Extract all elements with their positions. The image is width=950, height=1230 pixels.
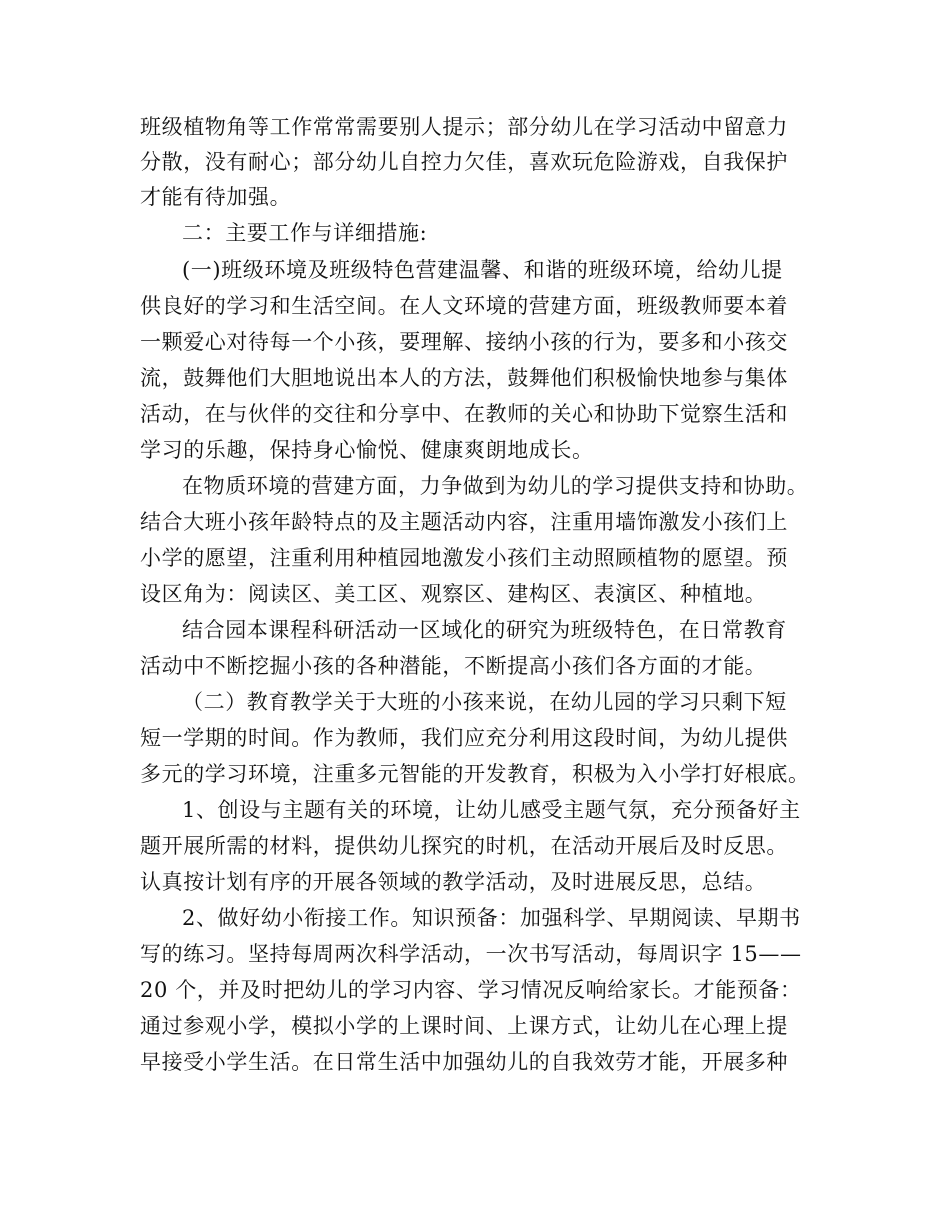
text-line: 班级植物角等工作常常需要别人提示；部分幼儿在学习活动中留意力	[140, 115, 788, 139]
text-line: （二）教育教学关于大班的小孩来说，在幼儿园的学习只剩下短	[182, 690, 787, 714]
text-line: 结合园本课程科研活动一区域化的研究为班级特色，在日常教育	[182, 618, 787, 642]
text-line: 20 个，并及时把幼儿的学习内容、学习情况反响给家长。才能预备：	[140, 978, 802, 1002]
text-line: 学习的乐趣，保持身心愉悦、健康爽朗地成长。	[140, 438, 594, 462]
text-line: 2、做好幼小衔接工作。知识预备：加强科学、早期阅读、早期书	[182, 906, 801, 930]
text-line: 在物质环境的营建方面，力争做到为幼儿的学习提供支持和协助。	[182, 474, 809, 498]
text-line: 早接受小学生活。在日常生活中加强幼儿的自我效劳才能，开展多种	[140, 1050, 788, 1074]
text-line: 结合大班小孩年龄特点的及主题活动内容，注重用墙饰激发小孩们上	[140, 510, 788, 534]
section-heading: 二：主要工作与详细措施:	[182, 221, 428, 245]
text-line: 流，鼓舞他们大胆地说出本人的方法，鼓舞他们积极愉快地参与集体	[140, 366, 788, 390]
text-line: (一)班级环境及班级特色营建温馨、和谐的班级环境，给幼儿提	[182, 258, 783, 282]
text-line: 1、创设与主题有关的环境，让幼儿感受主题气氛，充分预备好主	[182, 798, 801, 822]
text-line: 认真按计划有序的开展各领域的教学活动，及时进展反思，总结。	[140, 870, 767, 894]
text-line: 多元的学习环境，注重多元智能的开发教育，积极为入小学打好根底。	[140, 762, 810, 786]
text-line: 分散，没有耐心；部分幼儿自控力欠佳，喜欢玩危险游戏，自我保护	[140, 150, 788, 174]
text-line: 活动，在与伙伴的交往和分享中、在教师的关心和协助下觉察生活和	[140, 402, 788, 426]
text-line: 活动中不断挖掘小孩的各种潜能，不断提高小孩们各方面的才能。	[140, 654, 767, 678]
text-line: 写的练习。坚持每周两次科学活动，一次书写活动，每周识字 15——	[140, 942, 802, 966]
text-line: 供良好的学习和生活空间。在人文环境的营建方面，班级教师要本着	[140, 294, 788, 318]
text-line: 题开展所需的材料，提供幼儿探究的时机，在活动开展后及时反思。	[140, 834, 788, 858]
text-line: 短一学期的时间。作为教师，我们应充分利用这段时间，为幼儿提供	[140, 726, 788, 750]
text-line: 设区角为：阅读区、美工区、观察区、建构区、表演区、种植地。	[140, 582, 767, 606]
text-line: 才能有待加强。	[140, 185, 292, 209]
text-line: 一颗爱心对待每一个小孩，要理解、接纳小孩的行为，要多和小孩交	[140, 330, 788, 354]
text-line: 通过参观小学，模拟小学的上课时间、上课方式，让幼儿在心理上提	[140, 1014, 788, 1038]
text-line: 小学的愿望，注重利用种植园地激发小孩们主动照顾植物的愿望。预	[140, 546, 788, 570]
